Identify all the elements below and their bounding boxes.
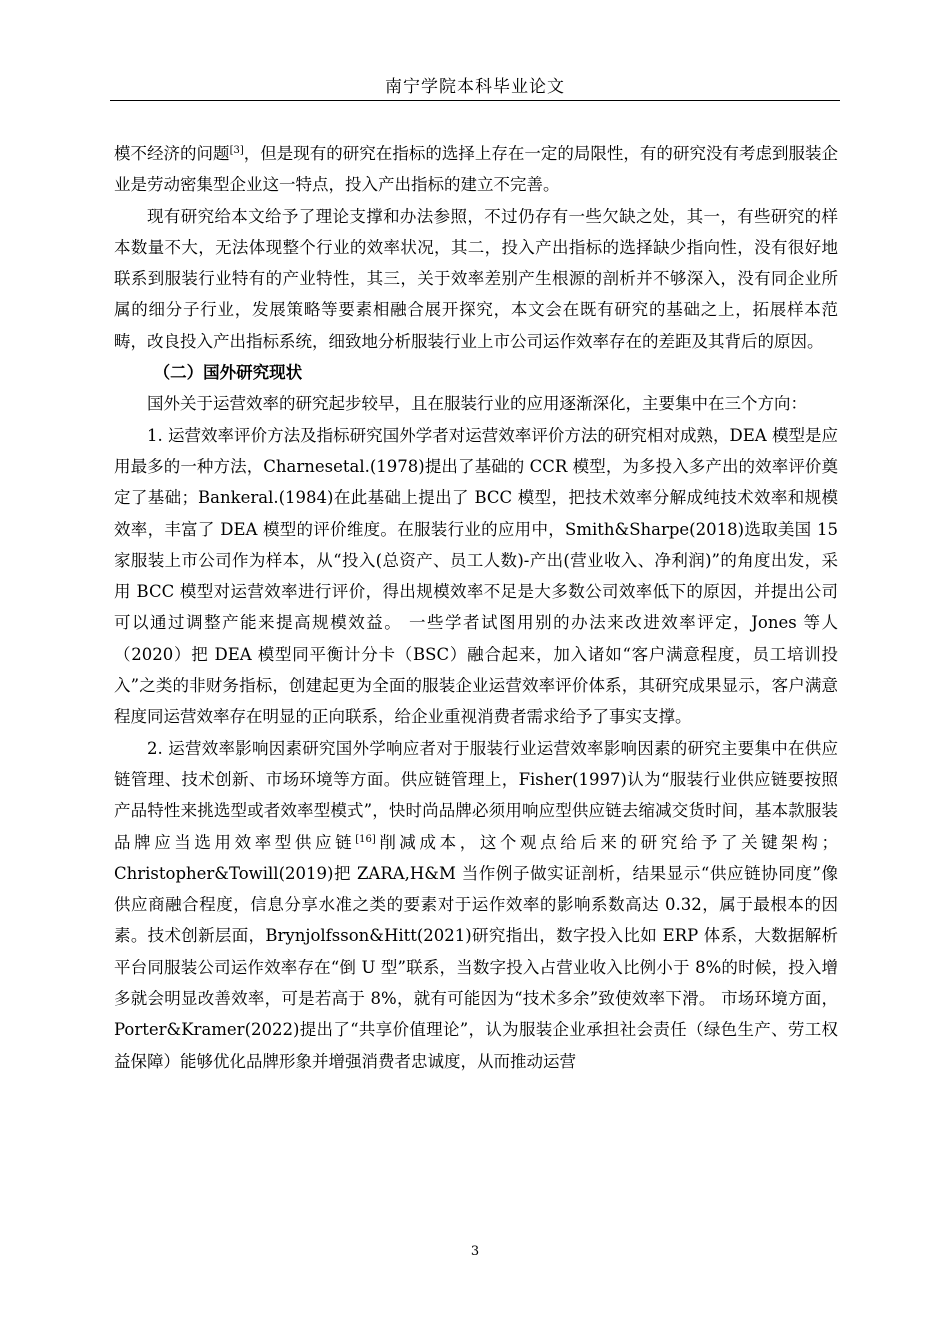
citation-reference: [16] <box>355 833 376 845</box>
citation-reference: [3] <box>229 145 244 156</box>
page-number: 3 <box>470 1244 480 1259</box>
paragraph-intro: 国外关于运营效率的研究起步较早，且在服装行业的应用逐渐深化，主要集中在三个方向： <box>147 394 807 414</box>
section-heading: （二）国外研究现状 <box>153 363 303 383</box>
paragraph-evaluation-methods: 1. 运营效率评价方法及指标研究国外学者对运营效率评价方法的研究相对成熟，DEA 模型是应用最多的一种方法，Charnesetal.(1978)提出了基础的 CCR 模型，为多投入多产出的效率评价奠定了基础；Bankeral.(1984)在此基础上提出了 BCC 模型，把技术效率分解成纯技术效率和规模效率，丰富了 DEA 模型的评价维度。在服装行业的应用中，Smith&Sharpe(2018)选取美国 15 家服装上市公司作为样本，从“投入(总资产、员工人数)-产出(营业收入、净利润)”的角度出发，采用 BCC 模型对运营效率进行评价，得出规模效率不足是大多数公司效率低下的原因，并提出公司可以通过调整产能来提高规模效益。 一些学者试图用别的办法来改进效率评定，Jones 等人（2020）把 DEA 模型同平衡计分卡（BSC）融合起来，加入诸如“客户满意程度，员工培训投入”之类的非财务指标，创建起更为全面的服装企业运营效率评价体系，其研究成果显示，客户满意程度同运营效率存在明显的正向联系，给企业重视消费者需求给予了事实支撑。 <box>114 425 839 727</box>
paragraph-influencing-factors <box>114 733 838 1077</box>
paragraph-text: 2. 运营效率影响因素研究国外学响应者对于服装行业运营效率影响因素的研究主要集中在供应链管理、技术创新、市场环境等方面。供应链管理上，Fisher(1997)认为“服装行业供应链要按照产品特性来挑选型或者效率型模式”，快时尚品牌必须用响应型供应链去缩减交货时间，基本款服装品牌应当选用效率型供应链 <box>114 738 838 852</box>
paragraph-text: 削减成本，这个观点给后来的研究给予了关键架构；Christopher&Towill(2019)把 ZARA,H&M 当作例子做实证剖析，结果显示“供应链协同度”像供应商融合程度，信息分享水准之类的要素对于运作效率的影响系数高达 0.32，属于最根本的因素。技术创新层面，Brynjolfsson&Hitt(2021)研究指出，数字投入比如 ERP 体系，大数据解析平台同服装公司运作效率存在“倒 U 型”联系，当数字投入占营业收入比例小于 8%的时候，投入增多就会明显改善效率，可是若高于 8%，就有可能因为“技术多余”致使效率下滑。 市场环境方面，Porter&Kramer(2022)提出了“共享价值理论”，认为服装企业承担社会责任（绿色生产、劳工权益保障）能够优化品牌形象并增强消费者忠诚度，从而推动运营 <box>114 832 839 1071</box>
paragraph-research-gaps: 现有研究给本文给予了理论支撑和办法参照，不过仍存有一些欠缺之处，其一，有些研究的样本数量不大，无法体现整个行业的效率状况，其二，投入产出指标的选择缺少指向性，没有很好地联系到服装行业特有的产业特性，其三，关于效率差别产生根源的剖析并不够深入，没有同企业所属的细分子行业，发展策略等要素相融合展开探究，本文会在既有研究的基础之上，拓展样本范畴，改良投入产出指标系统，细致地分析服装行业上市公司运作效率存在的差距及其背后的原因。 <box>114 206 838 351</box>
page-header: 南宁学院本科毕业论文 <box>385 77 565 97</box>
paragraph-continuation <box>114 138 838 201</box>
header-divider <box>110 100 840 101</box>
paragraph-text: ，但是现有的研究在指标的选择上存在一定的局限性，有的研究没有考虑到服装企业是劳动密集型企业这一特点，投入产出指标的建立不完善。 <box>114 144 839 195</box>
paragraph-text: 模不经济的问题 <box>114 144 230 163</box>
body-content <box>114 138 838 1077</box>
